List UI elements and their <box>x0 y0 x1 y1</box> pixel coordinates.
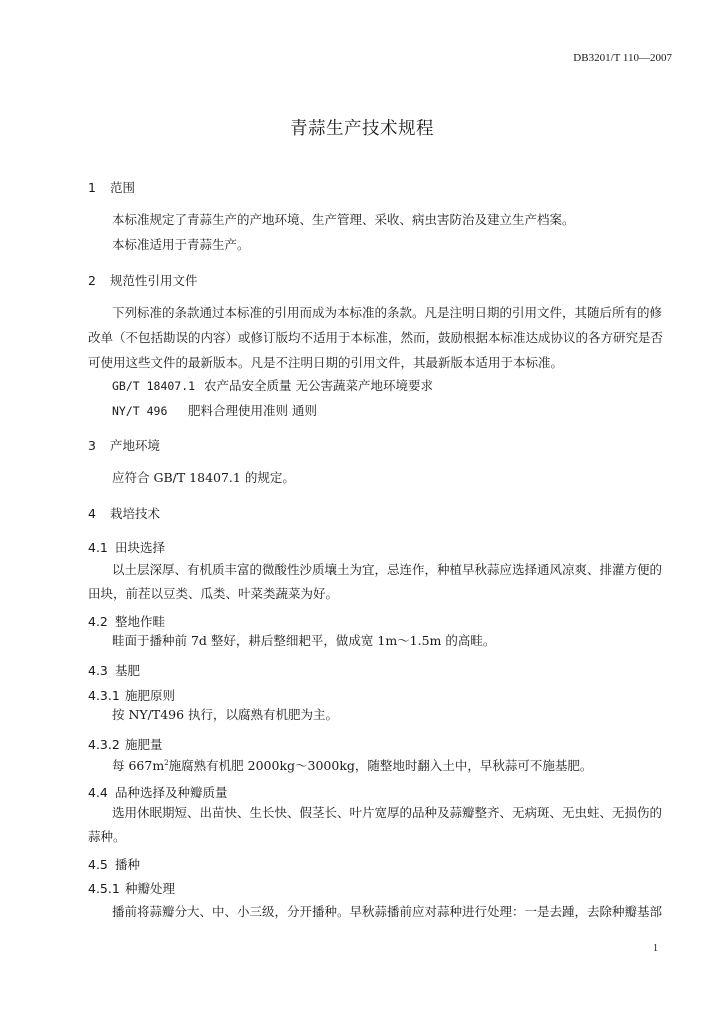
paragraph-line: 以土层深厚、有机质丰富的微酸性沙质壤土为宜，忌连作，种植早秋蒜应选择通风凉爽、排灌方便的 <box>112 562 663 577</box>
section-2-heading <box>88 271 198 289</box>
section-number: 2 <box>88 273 96 288</box>
reference-name: 农产品安全质量 无公害蔬菜产地环境要求 <box>204 378 433 393</box>
section-title: 规范性引用文件 <box>110 273 198 288</box>
document-code: DB3201/T 110—2007 <box>573 52 672 64</box>
section-number: 3 <box>88 438 96 453</box>
reference-name: 肥料合理使用准则 通则 <box>188 403 317 418</box>
reference-item <box>112 373 433 399</box>
subsection-4-4-heading <box>88 783 228 801</box>
reference-code: GB/T 18407.1 <box>112 379 196 393</box>
section-number: 4 <box>88 506 96 521</box>
section-number: 1 <box>88 180 96 195</box>
subsection-number: 4.5.1 <box>88 881 120 896</box>
paragraph-line: 播前将蒜瓣分大、中、小三级，分开播种。早秋蒜播前应对蒜种进行处理：一是去踵，去除种瓣基部 <box>112 904 663 919</box>
page-number: 1 <box>653 943 658 954</box>
reference-code: NY/T 496 <box>112 404 168 418</box>
paragraph: 本标准适用于青蒜生产。 <box>112 237 250 252</box>
paragraph: 本标准规定了青蒜生产的产地环境、生产管理、采收、病虫害防治及建立生产档案。 <box>112 212 575 227</box>
section-1-heading <box>88 178 135 196</box>
subsection-number: 4.3.2 <box>88 737 120 752</box>
subsection-title: 田块选择 <box>115 540 166 555</box>
subsection-title: 基肥 <box>115 663 141 678</box>
subsection-number: 4.3 <box>88 663 108 678</box>
subsection-title: 整地作畦 <box>115 614 166 629</box>
subsection-4-3-2-heading <box>88 735 163 753</box>
document-title: 青蒜生产技术规程 <box>290 119 434 139</box>
paragraph-line: 选用休眠期短、出苗快、生长快、假茎长、叶片宽厚的品种及蒜瓣整齐、无病斑、无虫蛀、无损伤的 <box>112 805 663 820</box>
text-fragment: 每 667m <box>112 758 165 773</box>
section-4-heading <box>88 504 160 522</box>
section-title: 产地环境 <box>110 438 161 453</box>
subsection-4-5-1-heading <box>88 879 175 897</box>
section-title: 范围 <box>110 180 136 195</box>
subsection-number: 4.2 <box>88 614 108 629</box>
section-title: 栽培技术 <box>110 506 161 521</box>
subsection-4-1-heading <box>88 538 165 556</box>
subsection-number: 4.3.1 <box>88 688 120 703</box>
subsection-title: 品种选择及种瓣质量 <box>115 785 228 800</box>
section-3-heading <box>88 436 160 454</box>
subsection-title: 种瓣处理 <box>125 881 176 896</box>
reference-item <box>112 398 317 424</box>
subsection-title: 播种 <box>115 857 141 872</box>
paragraph-line: 改单（不包括勘误的内容）或修订版均不适用于本标准，然而，鼓励根据本标准达成协议的各方研究是否 <box>88 330 664 345</box>
paragraph-line: 田块，前茬以豆类、瓜类、叶菜类蔬菜为好。 <box>88 586 339 601</box>
subsection-title: 施肥原则 <box>125 688 176 703</box>
paragraph-line: 蒜种。 <box>88 829 126 844</box>
paragraph-line: 下列标准的条款通过本标准的引用而成为本标准的条款。凡是注明日期的引用文件，其随后所有的修 <box>112 305 663 320</box>
superscript: 2 <box>164 758 169 767</box>
subsection-title: 施肥量 <box>125 737 163 752</box>
paragraph-line: 可使用这些文件的最新版本。凡是不注明日期的引用文件，其最新版本适用于本标准。 <box>88 355 564 370</box>
subsection-number: 4.5 <box>88 857 108 872</box>
paragraph-line <box>112 753 592 778</box>
text-fragment: 施腐熟有机肥 2000kg～3000kg，随整地时翻入土中，早秋蒜可不施基肥。 <box>168 758 593 773</box>
paragraph: 应符合 GB/T 18407.1 的规定。 <box>112 470 295 485</box>
subsection-number: 4.4 <box>88 785 108 800</box>
subsection-4-5-heading <box>88 855 140 873</box>
paragraph-line: 按 NY/T496 执行，以腐熟有机肥为主。 <box>112 707 339 722</box>
paragraph-line: 畦面于播种前 7d 整好，耕后整细耙平，做成宽 1m～1.5m 的高畦。 <box>112 633 496 648</box>
subsection-number: 4.1 <box>88 540 108 555</box>
subsection-4-3-heading <box>88 661 140 679</box>
